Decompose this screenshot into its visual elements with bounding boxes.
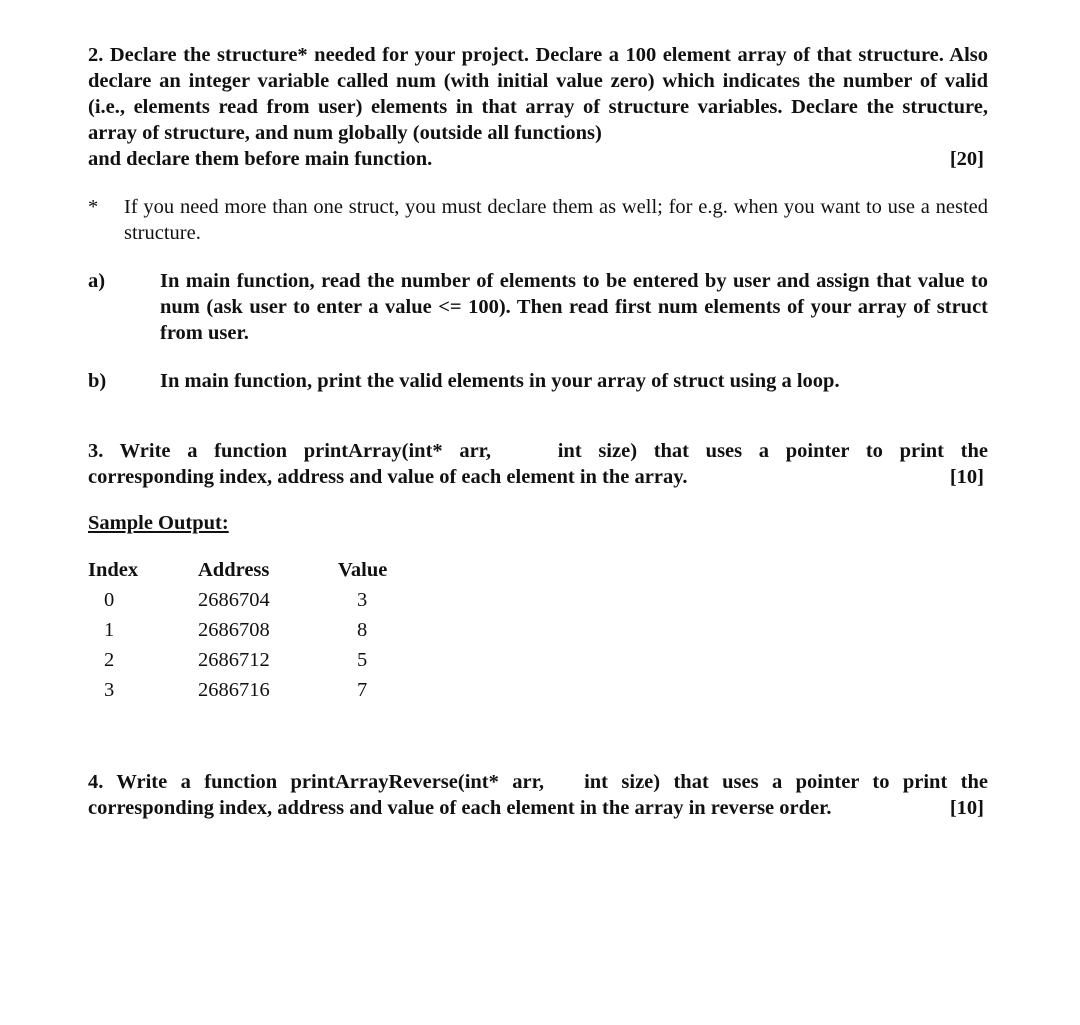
q2-text-last: and declare them before main function. — [88, 148, 433, 170]
q3-marks: [10] — [949, 466, 984, 488]
cell-address: 2686704 — [198, 589, 270, 611]
q3-text: 3. Write a function printArray(int* arr, int size) that uses a pointer to print the — [88, 440, 988, 462]
cell-address: 2686716 — [198, 679, 270, 701]
q3-text-last: corresponding index, address and value of each element in the array. — [88, 466, 688, 488]
q4-text: 4. Write a function printArrayReverse(int* arr, int size) that uses a pointer to print the — [88, 771, 988, 793]
part-label: b) — [88, 370, 107, 392]
sample-output-table — [88, 555, 408, 705]
cell-index: 1 — [104, 619, 115, 641]
cell-address: 2686708 — [198, 619, 270, 641]
table-header-row — [88, 555, 408, 585]
q2-last-line — [88, 146, 988, 172]
q2-marks: [20] — [949, 148, 984, 170]
cell-index: 0 — [104, 589, 115, 611]
sample-output-heading: Sample Output: — [88, 512, 229, 534]
col-header-value: Value — [338, 559, 388, 581]
part-label: a) — [88, 270, 106, 292]
table-row — [88, 645, 408, 675]
q4-text-last: corresponding index, address and value of each element in the array in reverse order. — [88, 797, 832, 819]
q2-part-a — [88, 268, 988, 346]
footnote-text: If you need more than one struct, you must declare them as well; for e.g. when you want to use a nested structure. — [124, 196, 988, 244]
table-row — [88, 585, 408, 615]
cell-value: 7 — [357, 679, 368, 701]
cell-value: 5 — [357, 649, 368, 671]
q4-last-line — [88, 795, 988, 821]
cell-value: 3 — [357, 589, 368, 611]
cell-address: 2686712 — [198, 649, 270, 671]
q2-part-b — [88, 368, 988, 394]
q2-footnote — [88, 194, 988, 246]
document-page — [88, 42, 988, 821]
footnote-marker: * — [88, 196, 99, 218]
table-row — [88, 675, 408, 705]
part-text: In main function, print the valid elements in your array of struct using a loop. — [160, 370, 840, 392]
part-text: In main function, read the number of elements to be entered by user and assign that value to num (ask user to enter a value <= 100). Then read first num elements of your array of struct from user. — [160, 270, 988, 344]
cell-index: 3 — [104, 679, 115, 701]
col-header-address: Address — [198, 559, 270, 581]
cell-value: 8 — [357, 619, 368, 641]
q4-marks: [10] — [949, 797, 984, 819]
table-row — [88, 615, 408, 645]
q3-last-line — [88, 464, 988, 490]
cell-index: 2 — [104, 649, 115, 671]
q2-text: 2. Declare the structure* needed for your project. Declare a 100 element array of that structure. Also declare an integer variable called num (with initial value zero) which indicates the number of valid (i.e., elements read from user) elements in that array of structure variables. Declare the structure, array of structure, and num globally (outside all functions) — [88, 44, 988, 144]
col-header-index: Index — [88, 559, 139, 581]
